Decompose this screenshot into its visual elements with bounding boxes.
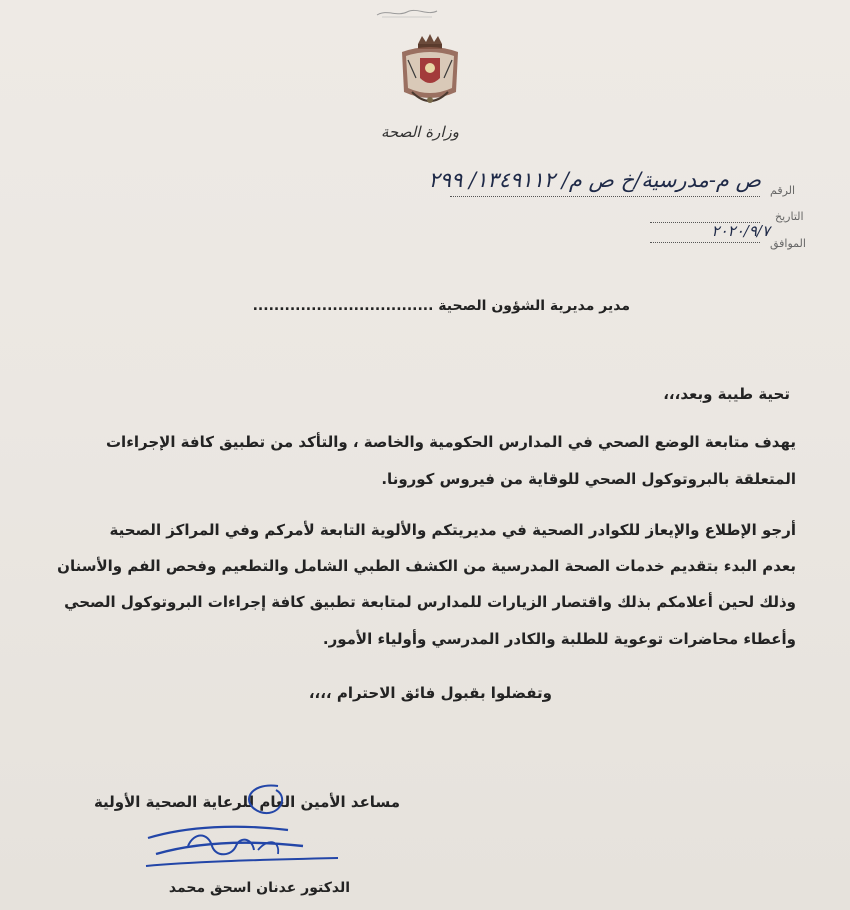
ministry-name: وزارة الصحة (381, 123, 459, 141)
closing-line: وتفضلوا بقبول فائق الاحترام ،،،، (308, 684, 552, 702)
letter-date: ٢٠٢٠/٩/٧ (711, 222, 770, 240)
greeting: تحية طيبة وبعد،،، (663, 385, 790, 403)
paragraph-line: وأعطاء محاضرات توعوية للطلبة والكادر المدرسي وأولياء الأمور. (322, 630, 796, 648)
paragraph-line: بعدم البدء بتقديم خدمات الصحة المدرسية من الكشف الطبي الشامل والتطعيم وفحص الفم والأسنان (57, 557, 796, 575)
handwritten-signature (128, 776, 368, 888)
paragraph-line: أرجو الإطلاع والإيعاز للكوادر الصحية في مديريتكم والألوية التابعة لأمركم وفي المراكز الصحية (109, 521, 796, 539)
reference-number: ص م-مدرسية/خ ص م/ ١٣٤٩١١٢/ ٢٩٩ (428, 168, 761, 192)
ref-label: الرقم (770, 184, 796, 197)
reference-line (450, 196, 760, 197)
date-label: التاريخ (775, 210, 804, 223)
signatory-name: الدكتور عدنان اسحق محمد (168, 880, 350, 896)
coat-of-arms-icon (392, 30, 468, 114)
top-watermark (372, 6, 442, 20)
paragraph-line: المتعلقة بالبروتوكول الصحي للوقاية من فيروس كورونا. (381, 470, 796, 488)
paragraph-line: وذلك لحين أعلامكم بذلك واقتصار الزيارات للمدارس لمتابعة تطبيق كافة إجراءات البروتوكول الصحي (64, 593, 796, 611)
signatory-title: مساعد الأمين العام للرعاية الصحية الأولية (93, 793, 400, 811)
date-line-lower (650, 242, 760, 243)
addressee: مدير مديرية الشؤون الصحية .................................. (252, 298, 630, 314)
corresponding-label: الموافق (770, 237, 806, 250)
paragraph-line: يهدف متابعة الوضع الصحي في المدارس الحكومية والخاصة ، والتأكد من تطبيق كافة الإجراءات (105, 433, 796, 451)
